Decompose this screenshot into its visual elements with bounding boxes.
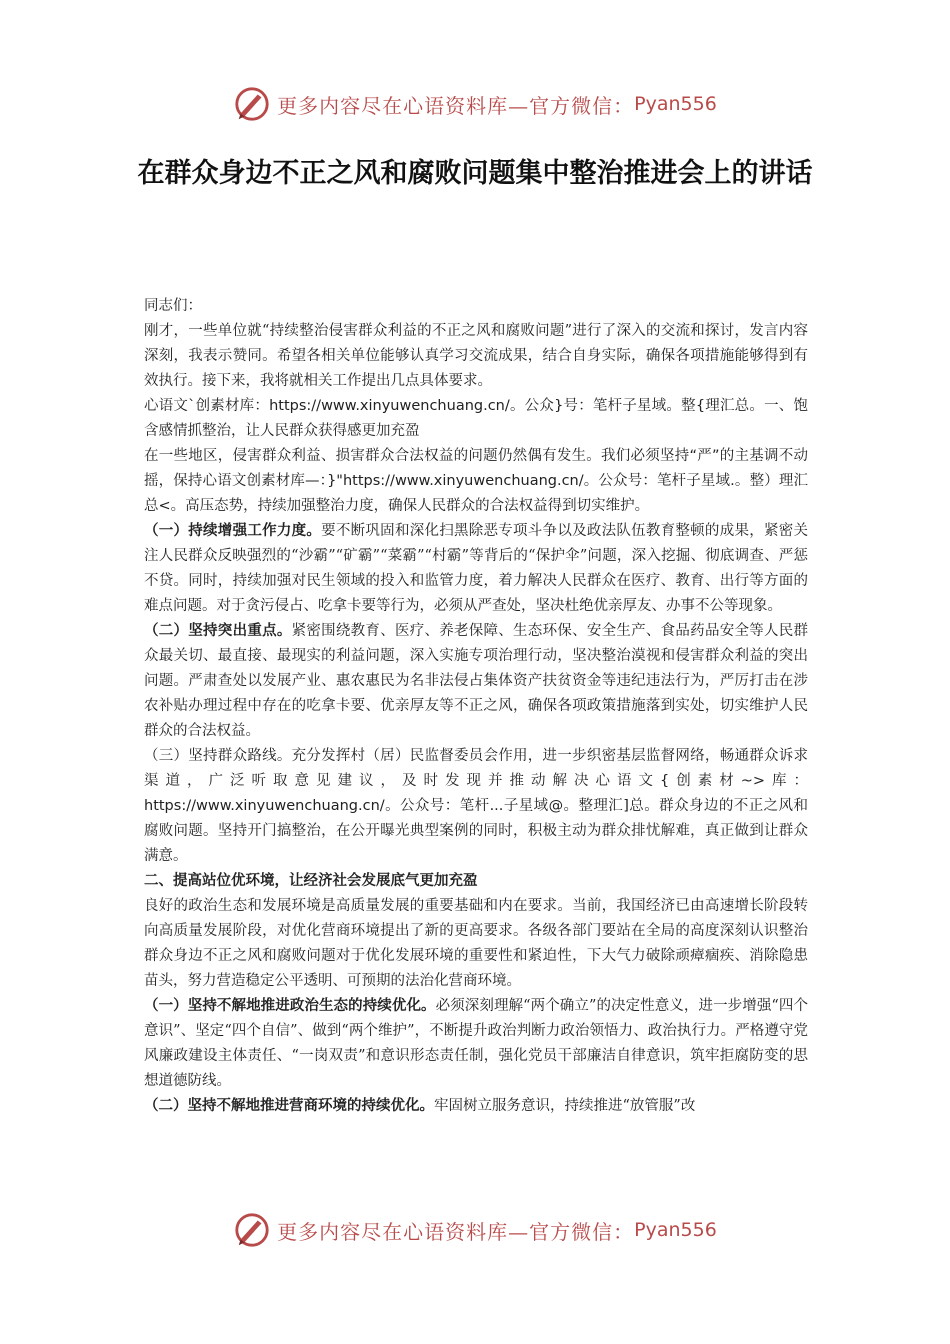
document-body bbox=[144, 294, 808, 1119]
item-body: 必须深刻理解“两个确立”的决定性意义，进一步增强“四个意识”、坚定“四个自信”、做到“两个维护”，不断提升政治判断力政治领悟力、政治执行力。严格遵守党风廉政建设主体责任、“一岗双责”和意识形态责任制，强化党员干部廉洁自律意识，筑牢拒腐防变的思想道德防线。 bbox=[144, 998, 808, 1089]
item-body: 要不断巩固和深化扫黑除恶专项斗争以及政法队伍教育整顿的成果，紧密关注人民群众反映强烈的“沙霸”“矿霸”“菜霸”“村霸”等背后的“保护伞”问题，深入挖掘、彻底调查、严惩不贷。同时，持续加强对民生领域的投入和监管力度，着力解决人民群众在医疗、教育、出行等方面的难点问题。对于贪污侵占、吃拿卡要等行为，必须从严查处，坚决杜绝优亲厚友、办事不公等现象。 bbox=[144, 523, 809, 614]
paragraph-heading-one: 心语文`创素材库：https://www.xinyuwenchuang.cn/。公众}号：笔杆子星域。整{理汇总。一、饱含感情抓整治，让人民群众获得感更加充盈 bbox=[144, 398, 808, 439]
header-banner bbox=[0, 84, 950, 124]
paragraph-item-1-2 bbox=[144, 619, 808, 744]
pen-logo-icon bbox=[233, 1211, 271, 1249]
item-heading: （二）坚持不解地推进营商环境的持续优化。 bbox=[144, 1098, 434, 1114]
item-heading: （二）坚持突出重点。 bbox=[144, 623, 292, 639]
banner-wechat-id: Pyan556 bbox=[634, 1219, 717, 1241]
item-body: 紧密围绕教育、医疗、养老保障、生态环保、安全生产、食品药品安全等人民群众最关切、最直接、最现实的利益问题，深入实施专项治理行动，坚决整治漠视和侵害群众利益的突出问题。严肃查处以发展产业、惠农惠民为名非法侵占集体资产扶贫资金等违纪违法行为，严厉打击在涉农补贴办理过程中存在的吃拿卡要、优亲厚友等不正之风，确保各项政策措施落到实处，切实维护人民群众的合法权益。 bbox=[144, 623, 809, 739]
salutation: 同志们： bbox=[144, 298, 202, 314]
paragraph-item-1-1 bbox=[144, 519, 808, 619]
pen-logo-icon bbox=[233, 85, 271, 123]
item-body: 牢固树立服务意识，持续推进“放管服”改 bbox=[434, 1098, 696, 1114]
paragraph-heading-two: 二、提高站位优环境，让经济社会发展底气更加充盈 bbox=[144, 873, 478, 889]
banner-wechat-id: Pyan556 bbox=[634, 93, 717, 115]
paragraph-intro: 刚才，一些单位就“持续整治侵害群众利益的不正之风和腐败问题”进行了深入的交流和探讨，发言内容深刻，我表示赞同。希望各相关单位能够认真学习交流成果，结合自身实际，确保各项措施能够得到有效执行。接下来，我将就相关工作提出几点具体要求。 bbox=[144, 323, 808, 389]
paragraph-item-1-3: （三）坚持群众路线。充分发挥村（居）民监督委员会作用，进一步织密基层监督网络，畅通群众诉求渠道，广泛听取意见建议，及时发现并推动解决心语文{创素材~>库：https://www.xinyuwenchuang.cn/。公众号：笔杆...子星域@。整理汇]总。群众身边的不正之风和腐败问题。坚持开门搞整治，在公开曝光典型案例的同时，积极主动为群众排忧解难，真正做到让群众满意。 bbox=[144, 748, 808, 864]
paragraph-section-two-intro: 良好的政治生态和发展环境是高质量发展的重要基础和内在要求。当前，我国经济已由高速增长阶段转向高质量发展阶段，对优化营商环境提出了新的更高要求。各级各部门要站在全局的高度深刻认识整治群众身边不正之风和腐败问题对于优化发展环境的重要性和紧迫性，下大气力破除顽瘴痼疾、消除隐患苗头，努力营造稳定公平透明、可预期的法治化营商环境。 bbox=[144, 898, 808, 989]
page-title: 在群众身边不正之风和腐败问题集中整治推进会上的讲话 bbox=[137, 158, 813, 189]
paragraph-item-2-1 bbox=[144, 994, 808, 1094]
banner-text: 更多内容尽在心语资料库—官方微信： bbox=[277, 93, 635, 118]
paragraph-section-one-intro: 在一些地区，侵害群众利益、损害群众合法权益的问题仍然偶有发生。我们必须坚持“严”的主基调不动摇，保持心语文创素材库—：}"https://www.xinyuwenchuang.cn/。公众号：笔杆子星域.。整）理汇总<。高压态势，持续加强整治力度，确保人民群众的合法权益得到切实维护。 bbox=[144, 448, 808, 514]
banner-text: 更多内容尽在心语资料库—官方微信： bbox=[277, 1219, 635, 1244]
paragraph-item-2-2 bbox=[144, 1094, 808, 1119]
footer-banner bbox=[0, 1210, 950, 1250]
item-heading: （一）坚持不解地推进政治生态的持续优化。 bbox=[144, 998, 436, 1014]
item-heading: （一）持续增强工作力度。 bbox=[144, 523, 322, 539]
